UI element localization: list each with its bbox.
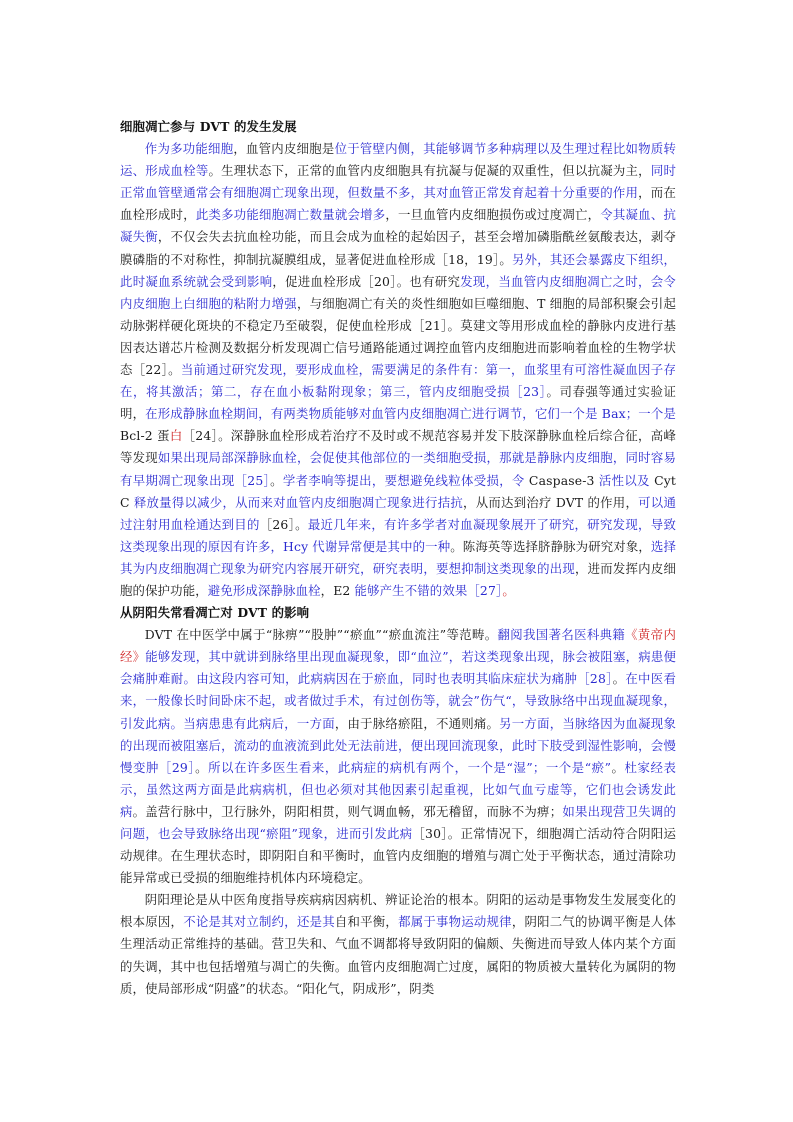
text-run: 此类多功能细胞凋亡数量就会增多	[195, 207, 386, 223]
text-run: 。	[611, 759, 625, 775]
text-run: 释放量得以减少，从而来对血管内皮细胞凋亡现象进行拮抗	[133, 494, 464, 510]
text-run: ，阴阳二气的协调平衡是人体生理活动正常维持的基础。营卫失和、气血不调都将导致阴阳的偏颇、失衡进而导致人体内某个方面的失调，其中也包括增殖与凋亡的失衡。血管内皮细胞凋亡过度，属阳的物质被大量转化为属阴的物质，使局部形成“阴盛”的状态。“阳化气，阴成形”，阴类	[120, 914, 677, 996]
text-run: ［30］。正常情况下，细胞凋亡活动符合阴阳运动规律。在生理状态时，即阴阳自和平衡时，血管内皮细胞的增殖与凋亡处于平衡状态，通过清除功能异常或已受损的细胞维持机体内环境稳定。	[120, 826, 676, 886]
text-run: 活性以及	[598, 472, 650, 488]
text-run: 位于管壁内侧，其能够调节多种病理以及生理过程比如物质转运、形成血栓等	[120, 141, 676, 179]
text-run: 自和平衡，	[334, 914, 399, 930]
section-paragraph-yin-yang-1	[120, 624, 676, 889]
text-run: 。	[195, 759, 209, 775]
text-run: ，E2	[320, 582, 355, 598]
text-run: 作为多功能细胞	[144, 141, 234, 157]
text-run: 在形成静脉血栓期间，有两类物质能够对血管内皮细胞凋亡进行调节，它们一个是 Bax；一个是	[145, 406, 676, 422]
text-run: 。	[270, 472, 283, 488]
text-run: Caspase-3	[524, 472, 599, 488]
text-run: 同时正常血管壁通常会有细胞凋亡现象出现，但数量不多，其对血管正常发育起着十分重要的作用	[120, 163, 676, 201]
section-paragraph-apoptosis-dvt	[120, 138, 676, 602]
text-run: 如果出现局部深静脉血栓，会促使其他部位的一类细胞受损，那就是静脉内皮细胞，同时容易有早期凋亡现象出现［25］	[120, 450, 676, 488]
text-run: 。	[612, 671, 626, 687]
text-run: 翻阅我国著名医科典籍	[497, 627, 626, 643]
text-run: ，而在血栓形成时，	[120, 185, 676, 223]
text-run: 另外，其还会暴露皮下组织，此时凝血系统就会受到影响	[120, 251, 676, 289]
text-run: 令其凝血、抗凝失衡	[120, 207, 676, 245]
text-run: 阴阳理论是从中医角度指导疾病病因病机、辨证论治的根本。阴阳的运动是事物发生发展变化的根本原因，	[120, 892, 676, 930]
text-run: 。生理状态下，正常的血管内皮细胞具有抗凝与促凝的双重性，但以抗凝为主，	[208, 163, 651, 179]
text-run: ，与细胞凋亡有关的炎性细胞如巨噬细胞、T 细胞的局部积聚会引起动脉粥样硬化斑块的不稳定乃至破裂，促使血栓形成［21］。莫建文等用形成血栓的静脉内皮进行基因表达谱芯片检测及数据分析发现凋亡信号通路能通过调控血管内皮细胞进而影响着血栓的生物学状态［22］。	[120, 295, 676, 378]
text-run: 都属于事物运动规律	[398, 914, 512, 930]
section-heading-apoptosis-dvt: 细胞凋亡参与 DVT 的发生发展	[120, 119, 297, 134]
text-run: 。陈海英等选择脐静脉为研究对象，	[450, 538, 651, 554]
text-run: ，促进血栓形成［20］。也有研究	[272, 273, 461, 289]
text-run: ［26］。	[259, 516, 308, 532]
text-run: 选择其为内皮细胞凋亡现象为研究内容展开研究，研究表明，要想抑制这类现象的出现	[120, 538, 677, 576]
text-run: 学者李响等提出，要想避免线粒体受损，令	[282, 472, 525, 488]
section-heading-yin-yang: 从阴阳失常看凋亡对 DVT 的影响	[120, 605, 310, 621]
text-run: ，一旦血管内皮细胞损伤或过度凋亡，	[385, 207, 601, 223]
text-run: ，血管内皮细胞是	[233, 141, 335, 157]
section-paragraph-yin-yang-2	[120, 889, 676, 999]
text-run: 最近几年来，有许多学者对血凝现象展开了研究，研究发现，导致这类现象出现的原因有许多，Hcy 代谢异常便是其中的一种	[120, 516, 676, 554]
text-run: Bcl-2 蛋	[120, 428, 170, 444]
text-run: 所以在许多医生看来，此病症的病机有两个，一个是“湿”；一个是“瘀”	[208, 759, 612, 775]
text-run: ，进而发挥内皮细胞的保护功能，	[120, 560, 676, 598]
text-run: 能够发现，其中就讲到脉络里出现血凝现象，即“血泣”，若这类现象出现，脉会被阻塞，病患便会痛肿难耐。由这段内容可知，此病病因在于瘀血，同时也表明其临床症状为痛肿［28］	[120, 649, 676, 687]
text-run: 。	[502, 582, 515, 598]
text-run: 当前通过研究发现，要形成血栓，需要满足的条件有：第一，血浆里有可溶性凝血因子存在，将其激活；第二，存在血小板黏附现象；第三，管内皮细胞受损［23］	[120, 362, 677, 400]
document-page	[120, 116, 676, 1000]
text-run: ，不仅会失去抗血栓功能，而且会成为血栓的起始因子，甚至会增加磷脂酰丝氨酸表达，剥夺膜磷脂的不对称性，抑制抗凝膜组成，显著促进血栓形成［18，19］。	[120, 229, 676, 267]
text-run: 可以通过注射用血栓通达到目的	[120, 494, 676, 532]
text-run: 发现，当血管内皮细胞凋亡之时，会令内皮细胞上白细胞的粘附力增强	[120, 273, 676, 311]
text-run: 不论是其对立制约，还是其	[183, 914, 335, 930]
text-run: DVT 在中医学中属于“脉痹”“股肿”“瘀血”“瘀血流注”等范畴。	[144, 627, 498, 643]
text-run: 白	[169, 428, 183, 444]
text-run: 能够产生不错的效果［27］	[354, 582, 503, 598]
text-run: 《黄帝内经》	[120, 627, 676, 665]
text-run: 。盖营行脉中，卫行脉外，阴阳相贯，则气调血畅，邪无稽留，而脉不为痹；	[132, 803, 563, 819]
text-run: Cyt C	[120, 472, 676, 510]
text-run: 如果出现营卫失调的问题，也会导致脉络出现“瘀阻”现象，进而引发此病	[120, 803, 676, 841]
text-run: 另一方面，当脉络因为血凝现象的出现而被阻塞后，流动的血液流到此处无法前进，便出现回流现象，此时下肢受到湿性影响，会慢慢变肿［29］	[120, 715, 676, 775]
text-run: 在中医看来，一般像长时间卧床不起，或者做过手术，有过创伤等，就会”伤气“，导致脉络中出现血凝现象，引发此病。当病患患有此病后，一方面	[120, 671, 676, 731]
text-run: ［24］。深静脉血栓形成若治疗不及时或不规范容易并发下肢深静脉血栓后综合征，高峰等发现	[120, 428, 676, 466]
text-run: 避免形成深静脉血栓	[207, 582, 321, 598]
text-run: ，由于脉络瘀阻，不通则痛。	[334, 715, 500, 731]
text-run: ，从而达到治疗 DVT 的作用，	[463, 494, 639, 510]
text-run: 。司春强等通过实验证明，	[120, 384, 677, 422]
text-run: 杜家经表示，虽然这两方面是此病病机，但也必须对其他因素引起重视，比如气血亏虚等，它们也会诱发此病	[120, 759, 676, 819]
